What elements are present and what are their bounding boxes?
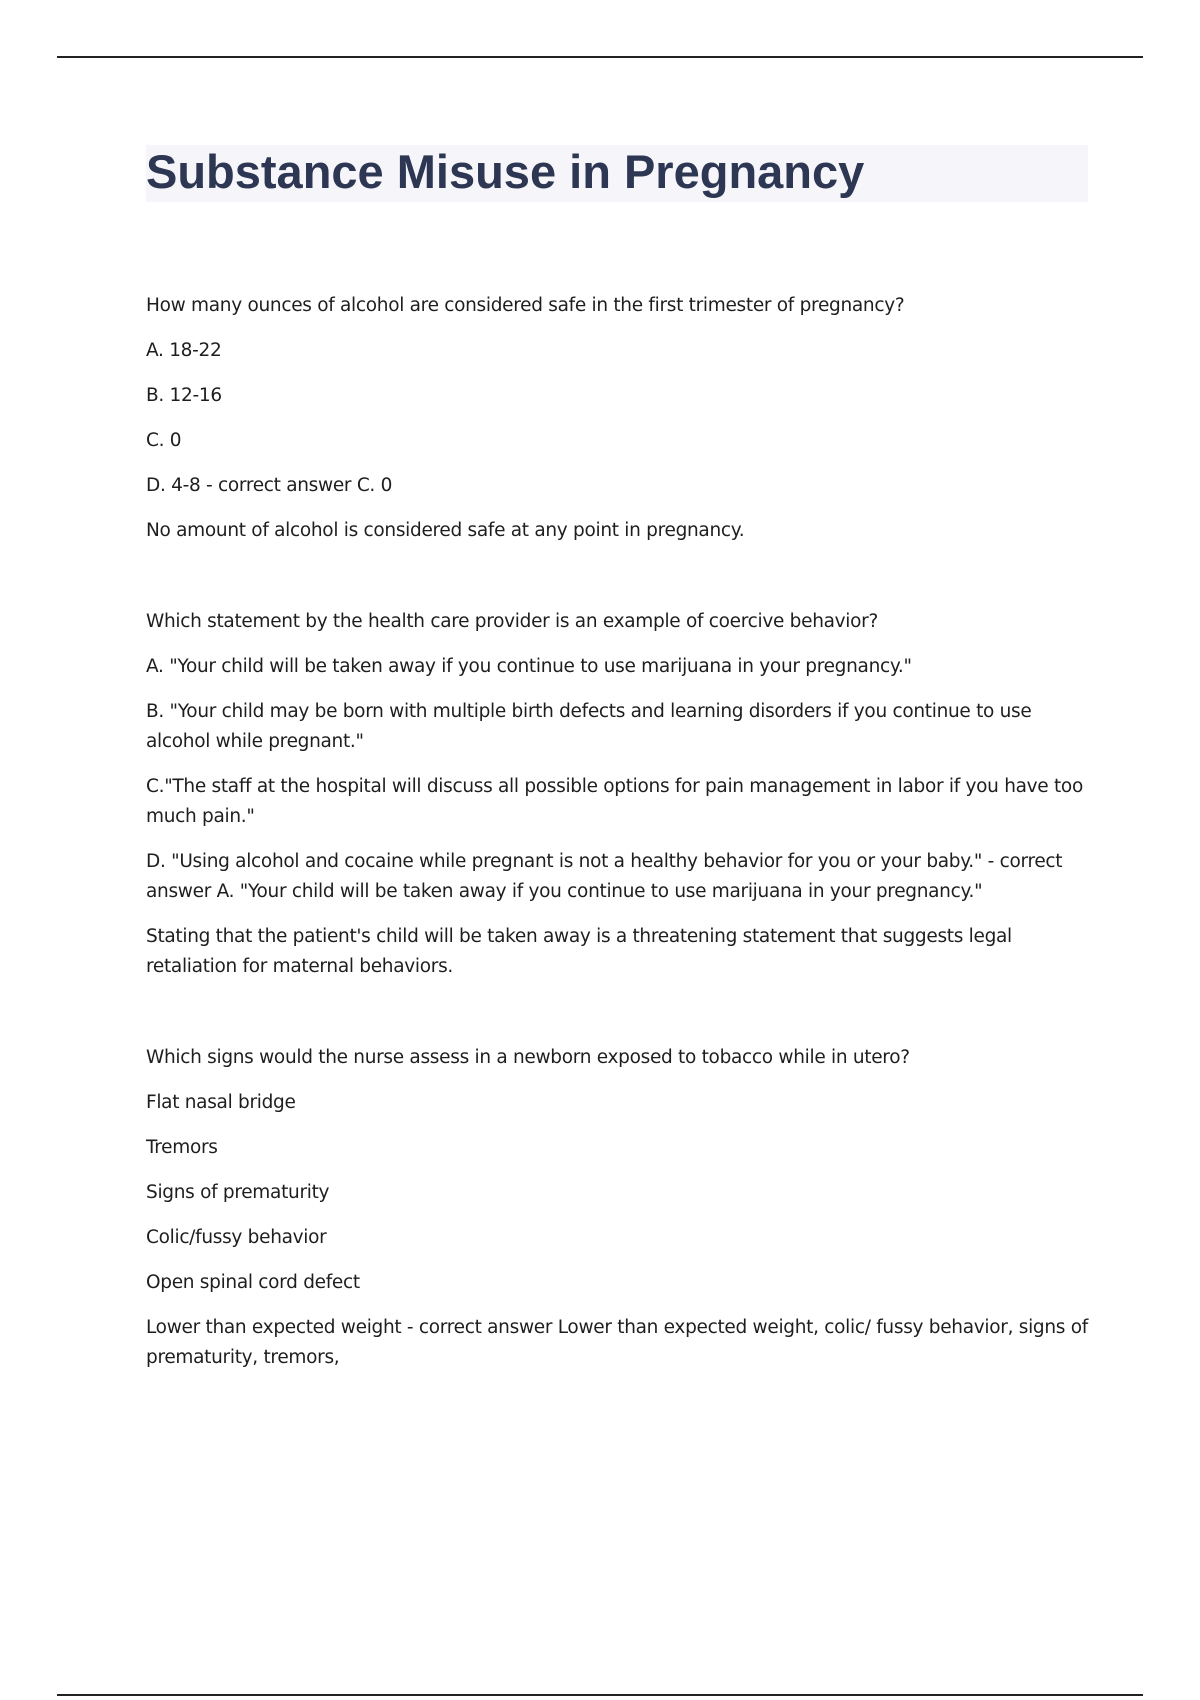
- answer-option: C."The staff at the hospital will discuss all possible options for pain management in labor if you have too much pain.": [146, 776, 1083, 827]
- answer-option-with-correct-answer: Lower than expected weight - correct answer Lower than expected weight, colic/ fussy behavior, signs of prematurity, tremors,: [146, 1317, 1088, 1368]
- rationale: Stating that the patient's child will be taken away is a threatening statement that suggests legal retaliation for maternal behaviors.: [146, 926, 1012, 977]
- answer-option: C. 0: [146, 430, 182, 451]
- answer-option: B. "Your child may be born with multiple birth defects and learning disorders if you continue to use alcohol while pregnant.": [146, 701, 1032, 752]
- spacer: [146, 561, 1096, 607]
- answer-option: A. "Your child will be taken away if you continue to use marijuana in your pregnancy.": [146, 656, 912, 677]
- question-block-3: [146, 1043, 1096, 1373]
- answer-option: Flat nasal bridge: [146, 1092, 296, 1113]
- answer-option-with-correct-answer: D. "Using alcohol and cocaine while pregnant is not a healthy behavior for you or your baby." - correct answer A. "Your child will be taken away if you continue to use marijuana in your pregnancy.": [146, 851, 1063, 902]
- answer-option: Open spinal cord defect: [146, 1272, 360, 1293]
- document-body: [146, 291, 1096, 1388]
- answer-option: B. 12-16: [146, 385, 222, 406]
- answer-option: Signs of prematurity: [146, 1182, 330, 1203]
- answer-option: A. 18-22: [146, 340, 222, 361]
- rationale: No amount of alcohol is considered safe at any point in pregnancy.: [146, 520, 745, 541]
- question-text: How many ounces of alcohol are considered safe in the first trimester of pregnancy?: [146, 295, 905, 316]
- spacer: [146, 997, 1096, 1043]
- top-rule: [57, 56, 1143, 58]
- page-title: Substance Misuse in Pregnancy: [146, 145, 865, 198]
- answer-option: Tremors: [146, 1137, 218, 1158]
- bottom-rule: [57, 1694, 1143, 1696]
- question-text: Which statement by the health care provider is an example of coercive behavior?: [146, 611, 878, 632]
- answer-option: Colic/fussy behavior: [146, 1227, 327, 1248]
- question-text: Which signs would the nurse assess in a newborn exposed to tobacco while in utero?: [146, 1047, 910, 1068]
- question-block-2: [146, 607, 1096, 982]
- question-block-1: [146, 291, 1096, 546]
- answer-option-with-correct-answer: D. 4-8 - correct answer C. 0: [146, 475, 393, 496]
